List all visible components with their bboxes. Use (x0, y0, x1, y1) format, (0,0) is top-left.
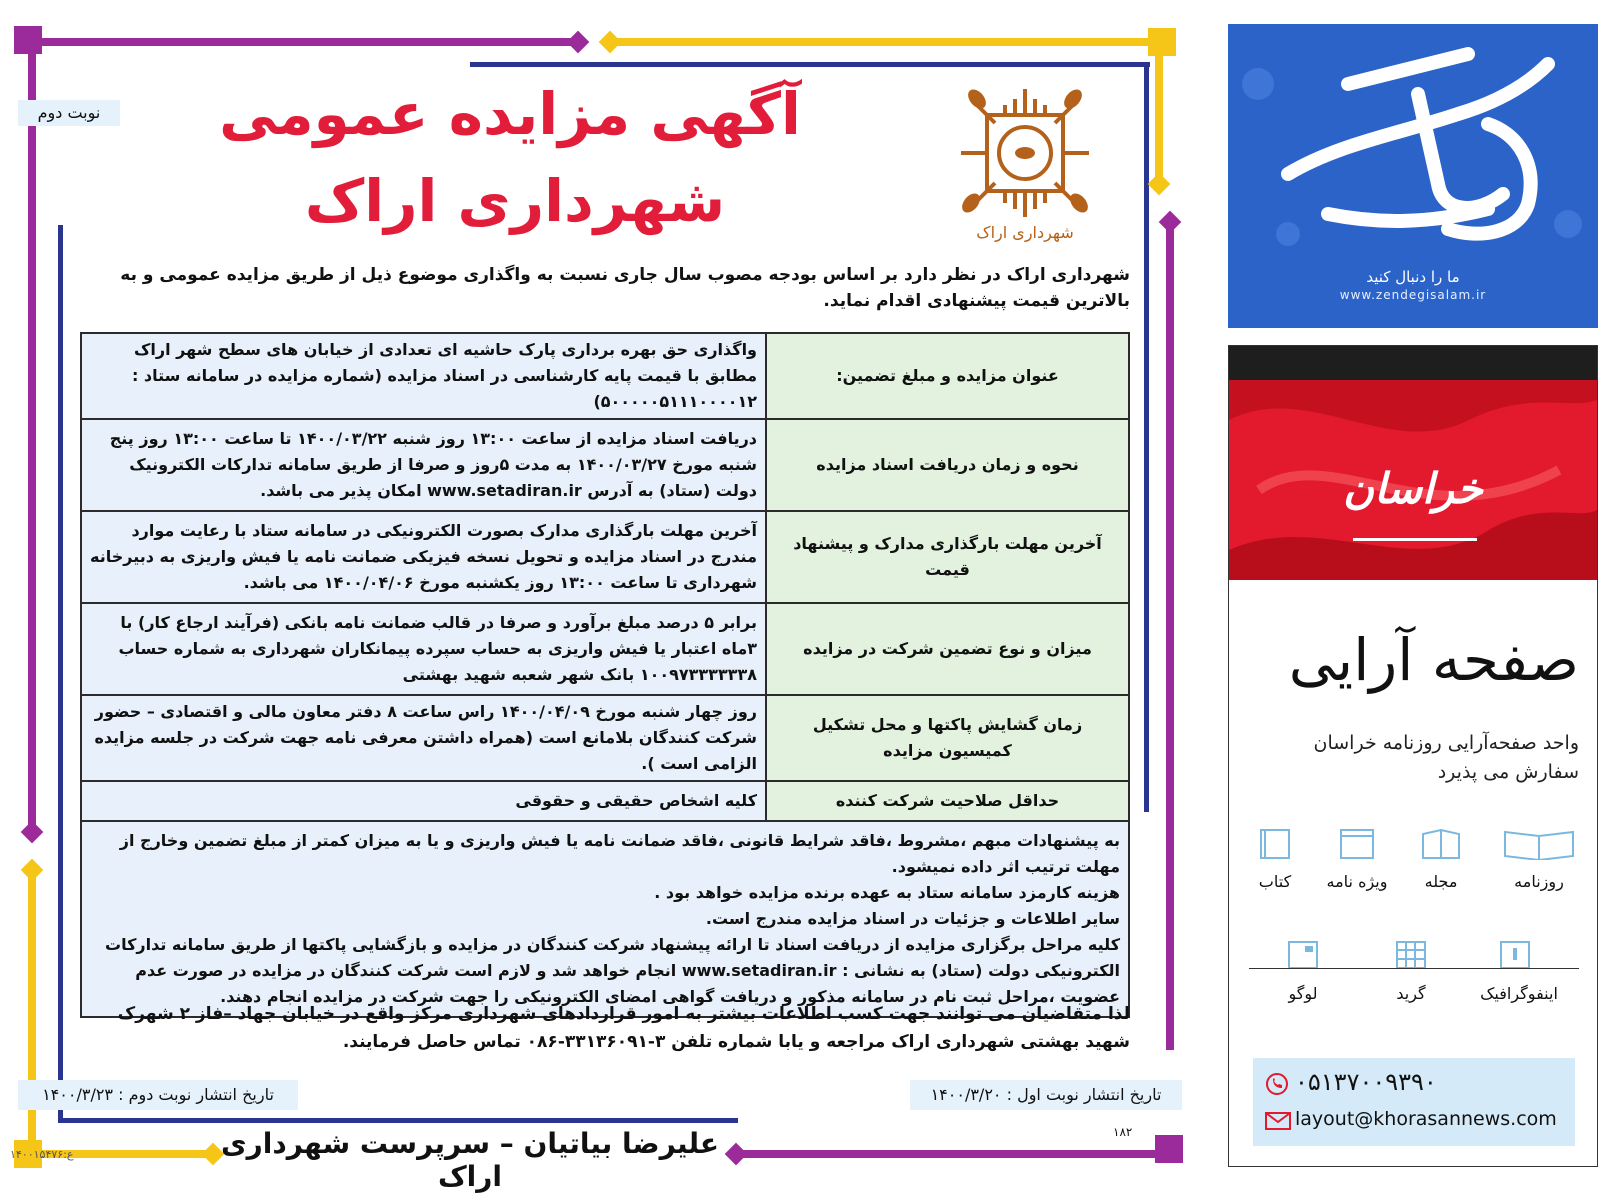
row-value: آخرین مهلت بارگذاری مدارک بصورت الکترونیکی در سامانه ستاد با رعایت موارد مندرج در اسناد مزایده و تحویل نسخه فیزیکی ضمانت نامه یا فیش واریزی به دبیرخانه شهرداری تا ساعت ۱۳:۰۰ روز یکشنبه مورخ ۱۴۰۰/۰۴/۰۶ می باشد. (81, 511, 766, 603)
frame-inner-navy-bottom (58, 1118, 738, 1123)
row-label: نحوه و زمان دریافت اسناد مزایده (766, 419, 1129, 511)
logo-design-icon (1285, 938, 1321, 970)
newspaper-icon (1501, 826, 1577, 860)
table-row (81, 333, 1129, 419)
frame-left-purple (28, 38, 36, 828)
frame-inner-navy-left (58, 225, 63, 1120)
row-value: کلیه اشخاص حقیقی و حقوقی (81, 781, 766, 821)
publish-date-second: تاریخ انتشار نوبت دوم : ۱۴۰۰/۳/۲۳ (18, 1080, 298, 1110)
divider (1249, 968, 1579, 969)
infographic-icon (1497, 938, 1533, 970)
signer-name: علیرضا بیاتیان – سرپرست شهرداری اراک (220, 1127, 720, 1193)
table-row (81, 695, 1129, 781)
table-row (81, 511, 1129, 603)
row-label: میزان و نوع تضمین شرکت در مزایده (766, 603, 1129, 695)
arak-municipality-logo (955, 85, 1095, 255)
frame-right-purple (1166, 220, 1174, 1050)
logo-caption: شهرداری اراک (976, 223, 1074, 242)
zendegi-salam-banner[interactable] (1228, 24, 1598, 328)
category-special-issue: ویژه نامه (1326, 872, 1388, 891)
special-issue-icon (1337, 826, 1377, 860)
category-magazine: مجله (1424, 872, 1458, 891)
frame-corner-yellow (1148, 28, 1176, 56)
intro-paragraph: شهرداری اراک در نظر دارد بر اساس بودجه مصوب سال جاری نسبت به واگذاری موضوع ذیل از طریق مزایده عمومی و به بالاترین قیمت پیشنهادی اقدام نماید. (120, 265, 1130, 311)
zendegi-follow-text: ما را دنبال کنید (1366, 268, 1460, 286)
khorasan-heading: صفحه آرایی (1288, 626, 1579, 694)
row-label: حداقل صلاحیت شرکت کننده (766, 781, 1129, 821)
closing-paragraph: لذا متقاضیان می توانند جهت کسب اطلاعات بیشتر به امور قراردادهای شهرداری مرکز واقع در خیابان جهاد –فاز ۲ شهرک شهید بهشتی شهرداری اراک مراجعه و یابا شماره تلفن ۳-۳۳۱۳۶۰۹۱-۰۸۶ تماس حاصل فرمایند. (117, 1004, 1130, 1052)
grid-icon (1393, 938, 1429, 970)
turn-badge: نوبت دوم (18, 100, 120, 126)
frame-diamond (1148, 173, 1171, 196)
frame-inner-navy-top (470, 62, 1150, 67)
khorasan-logo-underline (1353, 538, 1477, 541)
phone-icon (1265, 1072, 1289, 1096)
table-row (81, 781, 1129, 821)
row-label: زمان گشایش پاکتها و محل تشکیل کمیسیون مزایده (766, 695, 1129, 781)
table-row (81, 603, 1129, 695)
category-logo: لوگو (1288, 984, 1318, 1003)
frame-bottom-purple (735, 1150, 1165, 1158)
row-value: برابر ۵ درصد مبلغ برآورد و صرفا در قالب ضمانت نامه بانکی (فرآیند ارجاع کار) با ۳ماه اعتبار یا فیش واریزی به حساب سپرده پیمانکاران شهرداری به شماره حساب ۱۰۰۹۷۳۳۳۳۳۳۸ بانک شهر شعبه شهید بهشتی (81, 603, 766, 695)
category-grid: گرید (1396, 984, 1426, 1003)
table-row (81, 419, 1129, 511)
category-book: کتاب (1258, 872, 1292, 891)
frame-diamond (567, 31, 590, 54)
frame-left-yellow (28, 870, 36, 1160)
phone-number[interactable]: ۰۵۱۳۷۰۰۹۳۹۰ (1295, 1068, 1437, 1096)
magazine-icon (1419, 826, 1463, 860)
note-item: کلیه مراحل برگزاری مزایده از دریافت اسناد تا ارائه پیشنهاد شرکت کنندگان در مزایده و بازگشایی پاکتها از طریق سامانه تدارکات الکترونیکی دولت (ستاد) به نشانی : www.setadiran.ir انجام خواهد شد و لازم است شرکت کنندگان در مزایده در صورت عدم عضویت ،مراحل ثبت نام در سامانه مذکور و دریافت گواهی امضای الکترونیکی را جهت شرکت در مزایده انجام دهند. (104, 935, 1120, 1006)
note-item: هزینه کارمزد سامانه ستاد به عهده برنده مزایده خواهد بود . (654, 883, 1120, 902)
frame-diamond (599, 31, 622, 54)
category-infographic: اینفوگرافیک (1480, 984, 1558, 1003)
frame-corner-purple-bottom (1155, 1135, 1183, 1163)
frame-corner-purple (14, 26, 42, 54)
category-newspaper: روزنامه (1514, 872, 1564, 891)
zendegi-url[interactable]: www.zendegisalam.ir (1339, 288, 1487, 302)
book-icon (1255, 826, 1295, 860)
frame-top-yellow (605, 38, 1165, 46)
frame-diamond (1159, 211, 1182, 234)
row-label: آخرین مهلت بارگذاری مدارک و پیشنهاد قیمت (766, 511, 1129, 603)
page-number: ۱۸۲ (1113, 1125, 1133, 1139)
ad-title-line1: آگهی مزایده عمومی (219, 80, 801, 148)
frame-top-purple (28, 38, 573, 46)
contact-box (1253, 1058, 1575, 1146)
frame-diamond (21, 859, 44, 882)
khorasan-top-bar (1229, 346, 1597, 380)
email-icon (1265, 1112, 1291, 1130)
auction-details-table (80, 332, 1130, 1018)
email-address[interactable]: layout@khorasannews.com (1295, 1108, 1557, 1130)
frame-right-yellow (1155, 38, 1163, 178)
khorasan-logo: خراسان (1343, 464, 1483, 513)
ad-title-line2: شهرداری اراک (304, 167, 726, 235)
notes-cell (81, 821, 1129, 1017)
row-value: روز چهار شنبه مورخ ۱۴۰۰/۰۴/۰۹ راس ساعت ۸ دفتر معاون مالی و اقتصادی – حضور شرکت کنندگان بلامانع است (همراه داشتن معرفی نامه جهت شرکت در جلسه مزایده الزامی است ). (81, 695, 766, 781)
row-label: عنوان مزایده و مبلغ تضمین: (766, 333, 1129, 419)
frame-inner-navy-right (1144, 62, 1149, 812)
frame-diamond (725, 1143, 748, 1166)
row-value: دریافت اسناد مزایده از ساعت ۱۳:۰۰ روز شنبه ۱۴۰۰/۰۳/۲۲ تا ساعت ۱۳:۰۰ روز پنج شنبه مورخ ۱۴۰۰/۰۳/۲۷ به مدت ۵روز و صرفا از طریق سامانه تدارکات الکترونیک دولت (ستاد) به آدرس www.setadiran.ir امکان پذیر می باشد. (81, 419, 766, 511)
khorasan-red-banner (1229, 380, 1597, 580)
row-value: واگذاری حق بهره برداری پارک حاشیه ای تعدادی از خیابان های سطح شهر اراک مطابق با قیمت پایه کارشناسی در اسناد مزایده (شماره مزایده در سامانه ستاد : ۵۰۰۰۰۰۵۱۱۱۰۰۰۰۱۲) (81, 333, 766, 419)
note-item: به پیشنهادات مبهم ،مشروط ،فاقد شرایط قانونی ،فاقد ضمانت نامه یا فیش واریزی و یا به میزان کمتر از مبلغ تضمین وخارج از مهلت ترتیب اثر داده نمیشود. (119, 831, 1120, 876)
khorasan-layout-ad (1228, 345, 1598, 1167)
municipality-emblem-icon (955, 85, 1095, 223)
khorasan-description: واحد صفحه‌آرایی روزنامه خراسان سفارش می پذیرد (1313, 732, 1579, 783)
notes-row (81, 821, 1129, 1017)
frame-diamond (21, 821, 44, 844)
note-item: سایر اطلاعات و جزئیات در اسناد مزایده مندرج است. (705, 909, 1120, 928)
publish-date-first: تاریخ انتشار نوبت اول : ۱۴۰۰/۳/۲۰ (910, 1080, 1182, 1110)
ad-code: ع:۱۴۰۰۱۵۴۷۶ (10, 1148, 74, 1161)
zendegi-salam-logo-icon (1228, 24, 1598, 264)
